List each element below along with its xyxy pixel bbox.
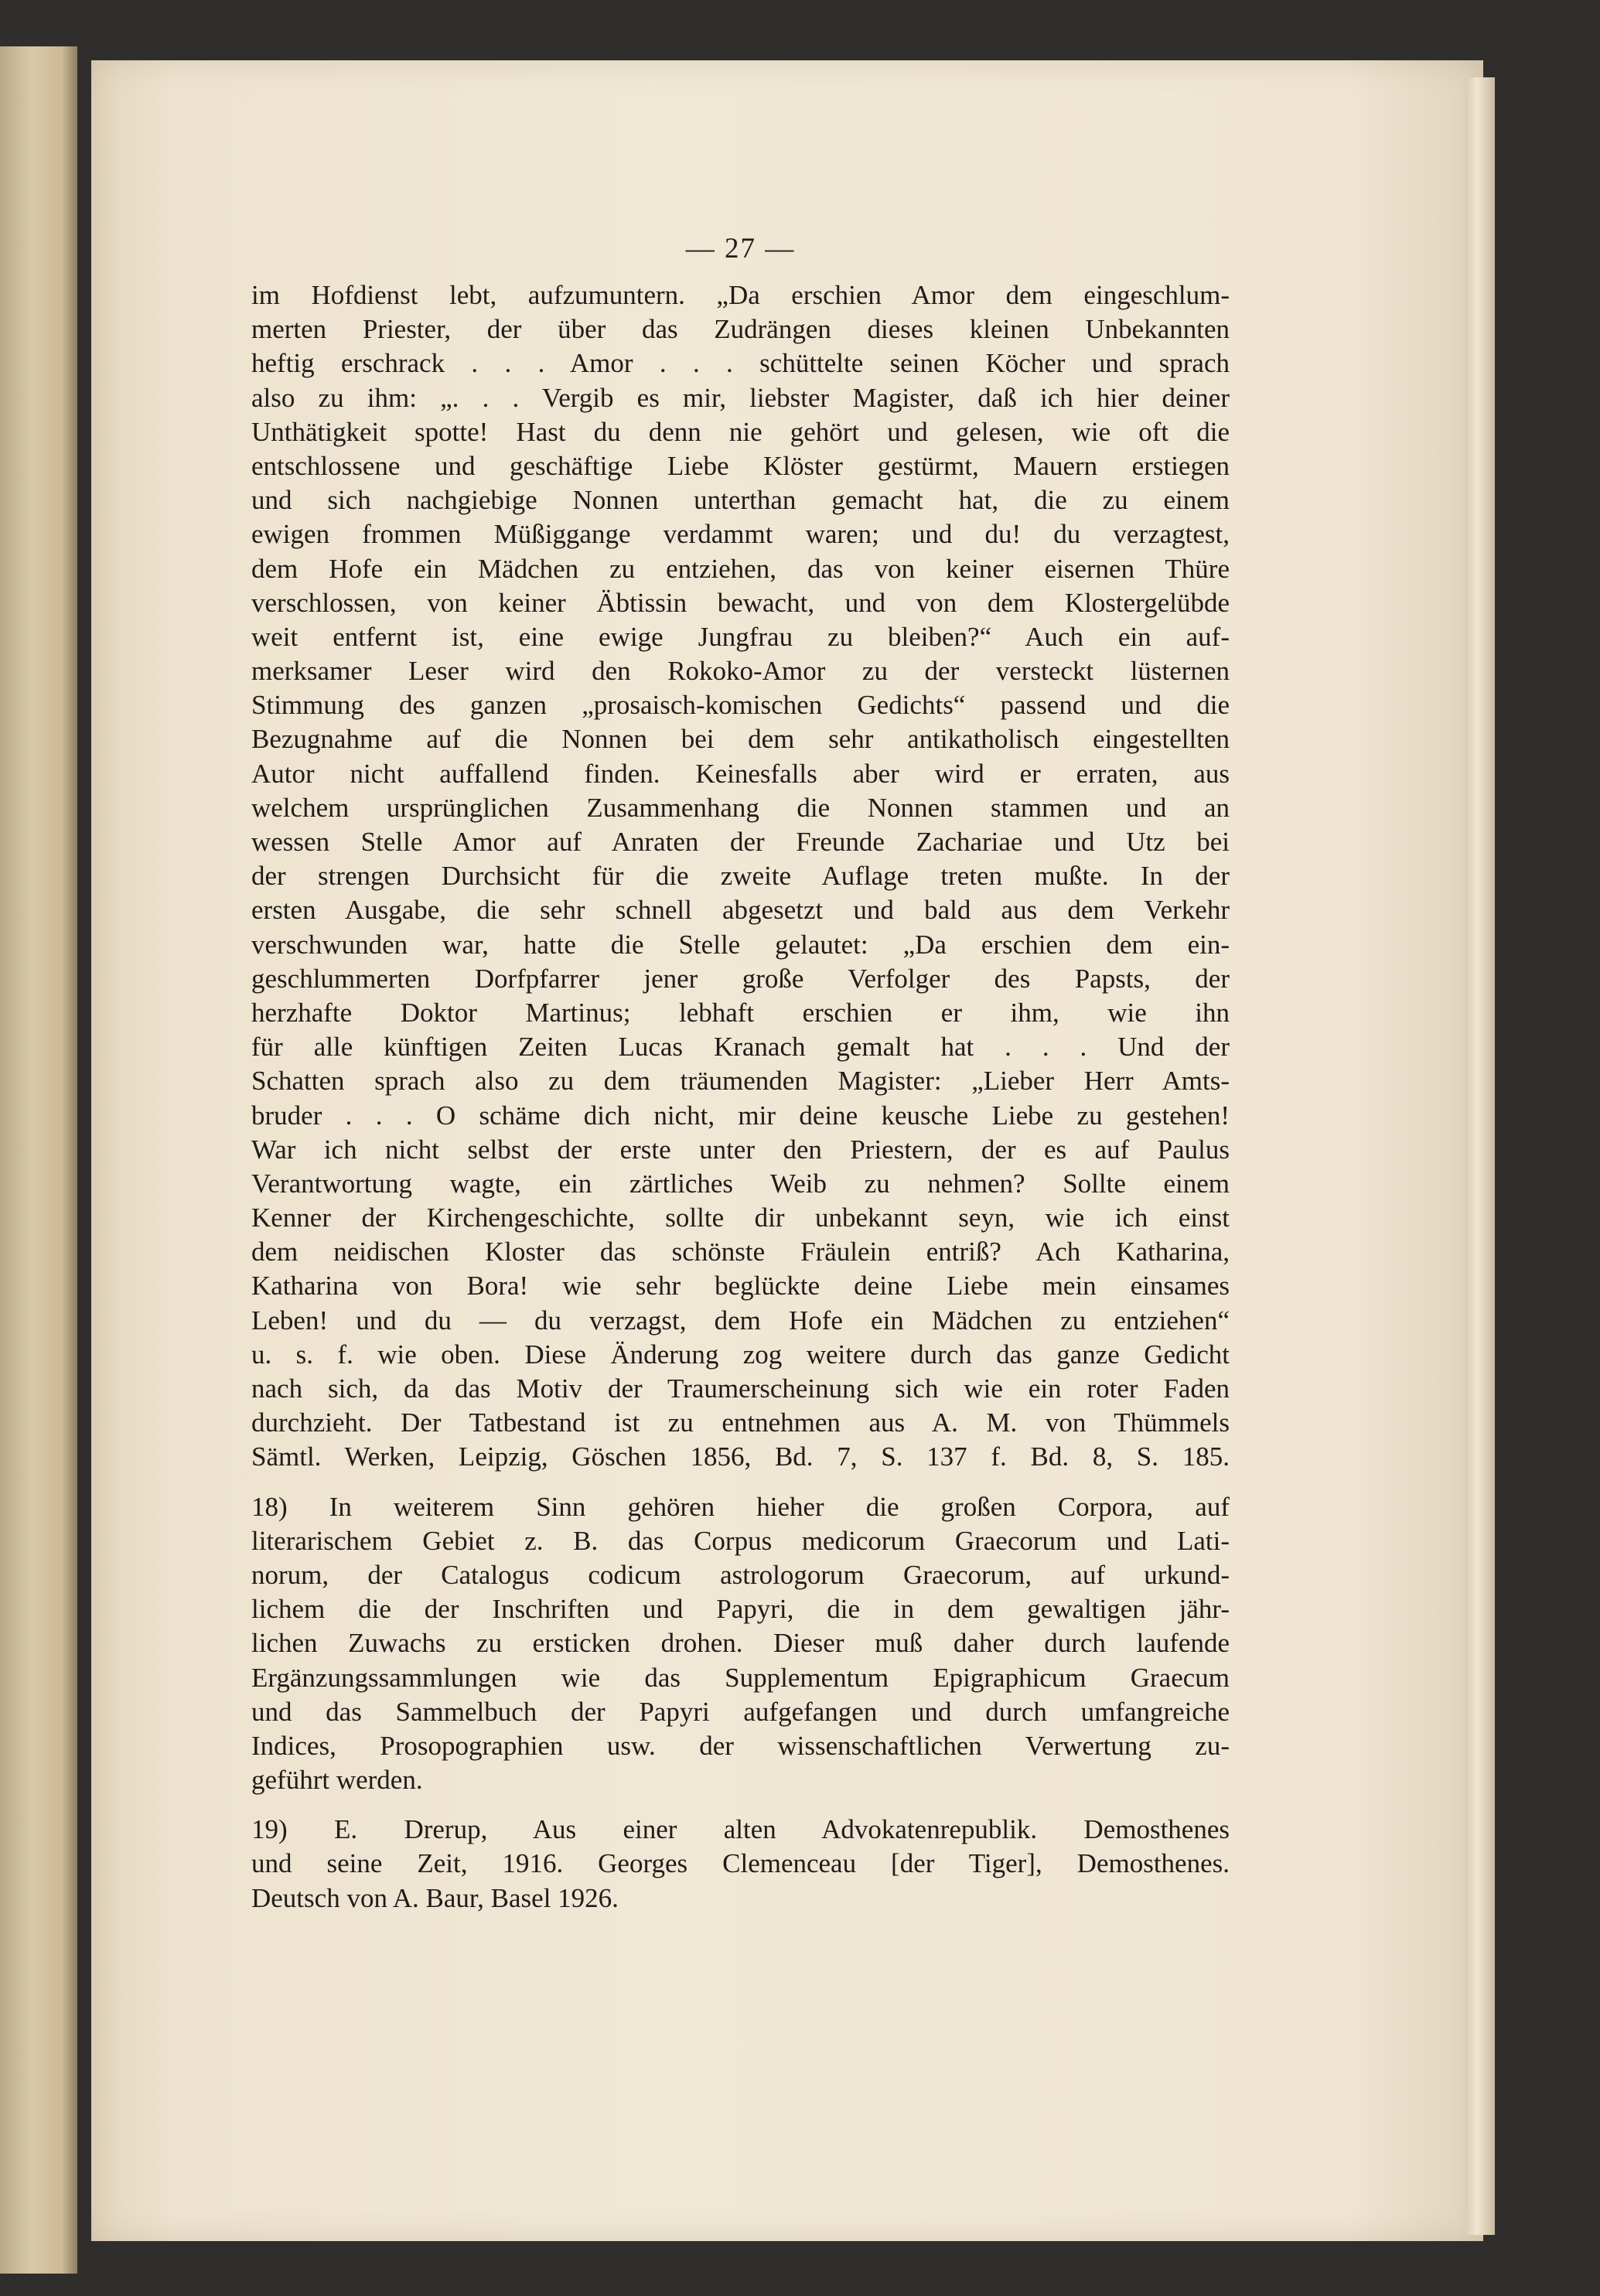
footnote-19 xyxy=(251,1813,1230,1916)
footnote-line: lichen Zuwachs zu ersticken drohen. Dieser muß daher durch laufende xyxy=(251,1628,1230,1659)
facing-page-edge xyxy=(0,46,77,2274)
page-number: — 27 — xyxy=(685,233,796,264)
text-line: durchzieht. Der Tatbestand ist zu entnehmen aus A. M. von Thümmels xyxy=(251,1407,1230,1438)
text-line: Stimmung des ganzen „prosaisch-komischen Gedichts“ passend und die xyxy=(251,690,1230,721)
text-line: Unthätigkeit spotte! Hast du denn nie gehört und gelesen, wie oft die xyxy=(251,416,1230,447)
text-line: dem Hofe ein Mädchen zu entziehen, das von keiner eisernen Thüre xyxy=(251,553,1230,584)
text-line: verschwunden war, hatte die Stelle gelautet: „Da erschien dem ein- xyxy=(251,929,1230,960)
text-line: der strengen Durchsicht für die zweite Auflage treten mußte. In der xyxy=(251,861,1230,892)
text-line: also zu ihm: „. . . Vergib es mir, liebster Magister, daß ich hier deiner xyxy=(251,382,1230,413)
footnote-line: 19) E. Drerup, Aus einer alten Advokatenrepublik. Demosthenes xyxy=(251,1814,1230,1845)
text-line: verschlossen, von keiner Äbtissin bewacht, und von dem Klostergelübde xyxy=(251,587,1230,618)
footnote-line: Deutsch von A. Baur, Basel 1926. xyxy=(251,1882,619,1913)
text-line: im Hofdienst lebt, aufzumuntern. „Da erschien Amor dem eingeschlum- xyxy=(251,280,1230,310)
text-line: merten Priester, der über das Zudrängen dieses kleinen Unbekannten xyxy=(251,314,1230,345)
text-line: Kenner der Kirchengeschichte, sollte dir unbekannt seyn, wie ich einst xyxy=(251,1203,1230,1233)
text-line: u. s. f. wie oben. Diese Änderung zog weitere durch das ganze Gedicht xyxy=(251,1339,1230,1370)
page-stack-edge xyxy=(1465,77,1495,2235)
text-line: Schatten sprach also zu dem träumenden Magister: „Lieber Herr Amts- xyxy=(251,1066,1230,1097)
text-line: wessen Stelle Amor auf Anraten der Freunde Zachariae und Utz bei xyxy=(251,827,1230,857)
text-line: nach sich, da das Motiv der Traumerscheinung sich wie ein roter Faden xyxy=(251,1373,1230,1404)
footnote-line: Indices, Prosopographien usw. der wissenschaftlichen Verwertung zu- xyxy=(251,1730,1230,1761)
text-line: Bezugnahme auf die Nonnen bei dem sehr antikatholisch eingestellten xyxy=(251,724,1230,755)
footnote-line: und seine Zeit, 1916. Georges Clemenceau [der Tiger], Demosthenes. xyxy=(251,1848,1230,1879)
text-line: Katharina von Bora! wie sehr beglückte deine Liebe mein einsames xyxy=(251,1271,1230,1302)
footnote-line: lichem die der Inschriften und Papyri, die in dem gewaltigen jähr- xyxy=(251,1594,1230,1625)
text-line: Leben! und du — du verzagst, dem Hofe ein Mädchen zu entziehen“ xyxy=(251,1305,1230,1336)
text-line: ersten Ausgabe, die sehr schnell abgesetzt und bald aus dem Verkehr xyxy=(251,895,1230,926)
text-line: ewigen frommen Müßiggange verdammt waren; und du! du verzagtest, xyxy=(251,519,1230,550)
text-line: entschlossene und geschäftige Liebe Klöster gestürmt, Mauern erstiegen xyxy=(251,450,1230,481)
text-line: welchem ursprünglichen Zusammenhang die Nonnen stammen und an xyxy=(251,792,1230,823)
text-line: Sämtl. Werken, Leipzig, Göschen 1856, Bd. 7, S. 137 f. Bd. 8, S. 185. xyxy=(251,1441,1230,1472)
text-line: geschlummerten Dorfpfarrer jener große Verfolger des Papsts, der xyxy=(251,963,1230,994)
footnote-18 xyxy=(251,1490,1230,1798)
paragraph-gap xyxy=(251,1797,1230,1813)
footnote-line: norum, der Catalogus codicum astrologorum Graecorum, auf urkund- xyxy=(251,1559,1230,1590)
paragraph-gap xyxy=(251,1475,1230,1490)
text-line: bruder . . . O schäme dich nicht, mir deine keusche Liebe zu gestehen! xyxy=(251,1100,1230,1131)
text-line: für alle künftigen Zeiten Lucas Kranach gemalt hat . . . Und der xyxy=(251,1032,1230,1063)
text-line: Verantwortung wagte, ein zärtliches Weib zu nehmen? Sollte einem xyxy=(251,1168,1230,1199)
footnote-line: literarischem Gebiet z. B. das Corpus medicorum Graecorum und Lati- xyxy=(251,1525,1230,1556)
footnote-line: und das Sammelbuch der Papyri aufgefangen und durch umfangreiche xyxy=(251,1696,1230,1727)
footnote-line: geführt werden. xyxy=(251,1765,423,1796)
footnote-line: Ergänzungssammlungen wie das Supplementum Epigraphicum Graecum xyxy=(251,1662,1230,1693)
footnote-line: 18) In weiterem Sinn gehören hieher die großen Corpora, auf xyxy=(251,1491,1230,1522)
text-line: War ich nicht selbst der erste unter den Priestern, der es auf Paulus xyxy=(251,1134,1230,1165)
body-paragraph xyxy=(251,278,1230,1475)
text-line: dem neidischen Kloster das schönste Fräulein entriß? Ach Katharina, xyxy=(251,1237,1230,1267)
text-line: weit entfernt ist, eine ewige Jungfrau zu bleiben?“ Auch ein auf- xyxy=(251,621,1230,652)
text-line: herzhafte Doktor Martinus; lebhaft erschien er ihm, wie ihn xyxy=(251,997,1230,1028)
text-line: Autor nicht auffallend finden. Keinesfalls aber wird er erraten, aus xyxy=(251,758,1230,789)
text-lines xyxy=(251,278,1230,1916)
text-line: heftig erschrack . . . Amor . . . schüttelte seinen Köcher und sprach xyxy=(251,348,1230,379)
text-line: und sich nachgiebige Nonnen unterthan gemacht hat, die zu einem xyxy=(251,485,1230,516)
text-line: merksamer Leser wird den Rokoko-Amor zu der versteckt lüsternen xyxy=(251,656,1230,687)
